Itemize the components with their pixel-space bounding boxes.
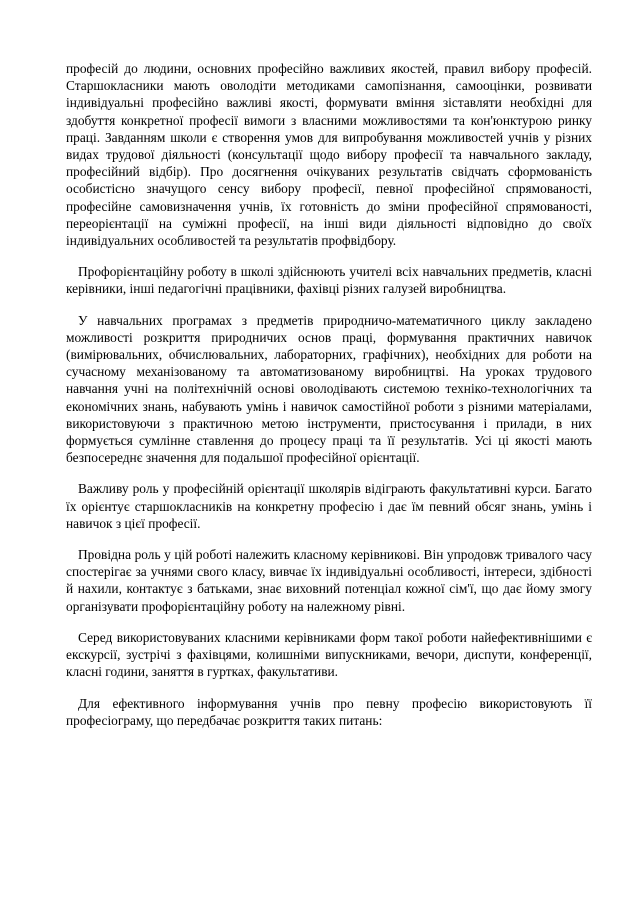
paragraph-curriculum-programs: У навчальних програмах з предметів природничо-математичного циклу закладено можливості розкриття природничих основ праці, формування практичних навичок (вимірювальних, обчислювальних, лабораторних, графічних), необхідних для роботи на сучасному механізованому та автоматизованому виробництві. На уроках трудового навчання учні на політехнічній основі оволодівають системою техніко-технологічних та економічних знань, набувають умінь і навичок самостійної роботи з різними матеріалами, використовуючи з практичною метою інструменти, пристосування і прилади, в них формується сумлінне ставлення до процесу праці та її результатів. Усі ці якості мають безпосереднє значення для подальшої професійної орієнтації. [66,312,592,466]
paragraph-work-forms: Серед використовуваних класними керівниками форм такої роботи найефективнішими є екскурсії, зустрічі з фахівцями, колишніми випускниками, вечори, диспути, конференції, класні години, заняття в гуртках, факультативи. [66,629,592,680]
paragraph-continuation: професій до людини, основних професійно важливих якостей, правил вибору професій. Старшокласники мають оволодіти методиками самопізнання, самооцінки, розвивати індивідуальні професійно важливі якості, формувати вміння зіставляти необхідні для здобуття конкретної професії вимоги з власними можливостями та кон'юнктурою ринку праці. Завданням школи є створення умов для випробування можливостей учнів у різних видах трудової діяльності (консультації щодо вибору професії та навчального закладу, професійний відбір). Про досягнення очікуваних результатів свідчать сформованість особистісно значущого сенсу вибору професії, певної професійної спрямованості, професійне самовизначення учнів, їх готовність до зміни професійної спрямованості, переорієнтації на суміжні професії, на інші види діяльності відповідно до своїх індивідуальних особливостей та результатів профвідбору. [66,61,592,249]
document-page [66,60,592,729]
paragraph-professiogram: Для ефективного інформування учнів про певну професію використовують її професіограму, що передбачає розкриття таких питань: [66,695,592,728]
paragraph-class-teacher-role: Провідна роль у цій роботі належить класному керівникові. Він упродовж тривалого часу спостерігає за учнями свого класу, вивчає їх індивідуальні особливості, інтереси, здібності й нахили, контактує з батьками, знає виховний потенціал кожної сім'ї, що дає йому змогу організувати профорієнтаційну роботу на належному рівні. [66,547,592,614]
paragraph-elective-courses: Важливу роль у професійній орієнтації школярів відіграють факультативні курси. Багато їх орієнтує старшокласників на конкретну професію і дає їм певний обсяг знань, умінь і навичок з цієї професії. [66,481,592,531]
paragraph-career-guidance-teachers: Профорієнтаційну роботу в школі здійснюють учителі всіх навчальних предметів, класні керівники, інші педагогічні працівники, фахівці різних галузей виробництва. [66,264,592,297]
